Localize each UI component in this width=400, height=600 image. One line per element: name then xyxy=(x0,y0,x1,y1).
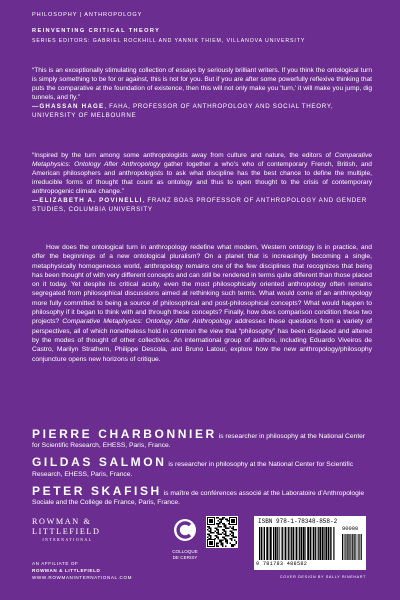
author-bio-text: is maître de conférences associé at the Laboratoire d’Anthropologie Sociale and the Collège de France, Paris, France. xyxy=(32,489,365,507)
qr-module xyxy=(227,535,229,537)
qr-module xyxy=(222,523,224,525)
qr-module xyxy=(216,537,218,539)
qr-module xyxy=(231,528,233,530)
qr-module xyxy=(225,526,227,528)
barcode-bar xyxy=(325,527,327,560)
barcode-bar xyxy=(354,534,355,560)
qr-module xyxy=(227,540,229,542)
qr-module xyxy=(225,534,227,536)
qr-module xyxy=(236,543,238,545)
qr-module xyxy=(210,535,212,537)
qr-module xyxy=(222,519,224,521)
qr-module xyxy=(216,543,218,545)
qr-module xyxy=(225,531,227,533)
qr-module xyxy=(219,522,221,524)
description-paragraph xyxy=(32,243,372,364)
qr-module xyxy=(230,538,232,540)
qr-module xyxy=(227,520,229,522)
description-text: How does the ontological turn in anthropology redefine what modern, Western ontology is in practice, and offer the beginnings of a new ontological pluralism? On a planet that is increasingly becoming a single, metaphysically homogeneous world, anthropology remains one of the few disciplines that recognizes that being has been thought of with very different concepts and can still be rendered in terms quite different than those placed on it today. Yet despite its critical acuity, even the most philosophically oriented anthropology often remains segregated from philosophical discussions aimed at rethinking such terms. What would come of an anthropology more fully committed to being a source of philosophical and post-philosophical concepts? What would happen to philosophy if it began to think with and through these concepts? Finally, how does comparison condition these two projects? xyxy=(32,244,372,326)
blurb-attribution xyxy=(32,102,372,120)
barcode-bar xyxy=(279,527,280,560)
blurb-affiliation: , FAHA, PROFESSOR OF ANTHROPOLOGY AND SOCIAL THEORY, UNIVERSITY OF MELBOURNE xyxy=(32,103,334,120)
barcode-bar xyxy=(305,527,306,560)
publisher-logo-line: INTERNATIONAL xyxy=(42,537,93,542)
author-name: GILDAS SALMON xyxy=(32,455,167,470)
qr-module xyxy=(224,525,226,527)
qr-module xyxy=(216,523,218,525)
qr-module xyxy=(218,523,220,525)
qr-module xyxy=(219,534,221,536)
barcode-bar xyxy=(273,527,274,560)
qr-module xyxy=(228,523,230,525)
barcode-bar xyxy=(348,534,349,560)
qr-module xyxy=(221,543,223,545)
qr-module xyxy=(215,538,217,540)
qr-module xyxy=(234,544,236,546)
qr-module xyxy=(230,526,232,528)
qr-module xyxy=(216,528,218,530)
qr-module xyxy=(218,531,220,533)
author-bio xyxy=(32,455,372,478)
qr-module xyxy=(221,526,223,528)
qr-module xyxy=(224,529,226,531)
qr-module xyxy=(230,531,232,533)
blurb-text: “This is an exceptionally stimulating collection of essays by seriously brilliant writers. If you think the ontological turn is simply something to be for or against, this is not for you. But if you are after some powerfully reflexive thinking that puts the comparative at the foundation of existence, then this will not only make you ‘turn,’ it will make you jump, dig tunnels, and fly.” xyxy=(32,67,372,102)
qr-module xyxy=(218,532,220,534)
barcode-bar xyxy=(303,527,305,560)
barcode-bar xyxy=(269,527,270,560)
qr-module xyxy=(221,522,223,524)
barcode-bar xyxy=(288,527,289,560)
qr-module xyxy=(209,535,211,537)
qr-module xyxy=(221,519,223,521)
barcode-bar xyxy=(322,527,324,560)
qr-module xyxy=(228,535,230,537)
qr-module xyxy=(218,537,220,539)
qr-module xyxy=(233,535,235,537)
qr-module xyxy=(222,543,224,545)
qr-module xyxy=(218,529,220,531)
qr-module xyxy=(225,535,227,537)
barcode-bar xyxy=(307,527,309,560)
author-name: PIERRE CHARBONNIER xyxy=(32,427,217,441)
qr-module xyxy=(210,538,212,540)
series-editors: SERIES EDITORS: GABRIEL ROCKHILL AND YANNIK THIEM, VILLANOVA UNIVERSITY xyxy=(32,38,306,44)
publisher-logo xyxy=(32,517,101,542)
qr-module xyxy=(222,529,224,531)
qr-module xyxy=(233,526,235,528)
qr-module xyxy=(218,543,220,545)
barcode-bar xyxy=(259,527,260,560)
qr-module xyxy=(210,529,212,531)
barcode-bar xyxy=(333,527,334,560)
qr-module xyxy=(224,517,226,519)
barcode-bar xyxy=(310,527,312,560)
author-bio-text: is researcher in philosophy at the National Center for Scientific Research, EHESS, Paris, France. xyxy=(32,461,354,478)
qr-module xyxy=(221,520,223,522)
qr-module xyxy=(225,528,227,530)
cerisy-logo xyxy=(168,518,202,560)
qr-module xyxy=(219,541,221,543)
qr-module xyxy=(231,535,233,537)
qr-module xyxy=(222,537,224,539)
qr-module xyxy=(222,517,224,519)
qr-module xyxy=(218,525,220,527)
affiliate-line: AN AFFILIATE OF xyxy=(32,561,79,566)
barcode-bar xyxy=(296,527,298,560)
qr-module xyxy=(233,529,235,531)
author-bio xyxy=(32,427,372,450)
book-title-italic: Comparative Metaphysics: Ontology After Anthropology xyxy=(62,318,232,326)
qr-module xyxy=(222,544,224,546)
barcode-bar xyxy=(361,534,362,560)
barcode-bar xyxy=(266,527,268,560)
cerisy-c-icon xyxy=(173,518,197,542)
qr-module xyxy=(209,526,211,528)
qr-module xyxy=(233,537,235,539)
qr-module xyxy=(219,523,221,525)
cover-credit: COVER DESIGN BY SALLY RINEHART xyxy=(279,575,366,579)
barcode-bar xyxy=(277,527,278,560)
qr-module xyxy=(225,525,227,527)
blurb-text xyxy=(32,151,372,196)
qr-module xyxy=(215,535,217,537)
qr-module xyxy=(234,540,236,542)
barcode-bar xyxy=(342,534,343,560)
qr-module xyxy=(236,537,238,539)
qr-module xyxy=(224,534,226,536)
book-title-italic: Comparative Metaphysics: Ontology After Anthropology xyxy=(32,152,372,169)
qr-module xyxy=(215,528,217,530)
blurb-text-part: gather together a who’s who of contemporary French, British, and American philosophers and anthropologists to ask what discipline has the best chance to define the multiple, irreducible forms of thought that count as ontology and thus to open thought to the crisis of contemporary anthropogenic climate change.” xyxy=(32,161,372,196)
qr-module xyxy=(228,528,230,530)
barcode-bar xyxy=(261,527,262,560)
barcode-bar xyxy=(293,527,295,560)
barcode-bar xyxy=(350,534,351,560)
barcode-bar xyxy=(299,527,300,560)
qr-module xyxy=(209,528,211,530)
qr-module xyxy=(216,532,218,534)
qr-module xyxy=(216,546,218,548)
barcode-bar xyxy=(328,527,329,560)
qr-module xyxy=(225,519,227,521)
qr-module xyxy=(233,528,235,530)
barcode-bar xyxy=(344,534,345,560)
qr-module xyxy=(233,532,235,534)
author-name: PETER SKAFISH xyxy=(32,483,162,498)
qr-module xyxy=(222,546,224,548)
qr-module xyxy=(216,529,218,531)
cerisy-label xyxy=(168,549,202,560)
blurb-povinelli xyxy=(32,151,372,214)
cerisy-label-line: COLLOQUE xyxy=(172,549,198,554)
qr-module xyxy=(221,534,223,536)
author-bio-text: is researcher in philosophy at the National Center for Scientific Research, EHESS, Paris, France. xyxy=(32,433,366,450)
qr-module xyxy=(231,546,233,548)
barcode-bar xyxy=(330,527,331,560)
qr-module xyxy=(227,541,229,543)
qr-module xyxy=(221,540,223,542)
qr-module xyxy=(227,528,229,530)
qr-module xyxy=(218,534,220,536)
qr-module xyxy=(224,537,226,539)
barcode-bar xyxy=(318,527,319,560)
barcode-bar xyxy=(282,527,283,560)
qr-module xyxy=(234,529,236,531)
qr-module xyxy=(231,531,233,533)
qr-module xyxy=(219,519,221,521)
qr-module xyxy=(224,531,226,533)
barcode-bar xyxy=(358,534,359,560)
qr-module xyxy=(219,540,221,542)
qr-module xyxy=(228,520,230,522)
author-bios xyxy=(32,427,372,515)
qr-module xyxy=(225,546,227,548)
blurb-affiliation: , FRANZ BOAS PROFESSOR OF ANTHROPOLOGY AND GENDER STUDIES, COLUMBIA UNIVERSITY xyxy=(32,197,367,214)
qr-module xyxy=(218,526,220,528)
barcode-bar xyxy=(352,534,353,560)
qr-module xyxy=(216,517,218,519)
barcode-bar xyxy=(270,527,272,560)
description-text: addresses these questions from a variety of perspectives, all of which nonetheless hold in common the view that “philosophy” has been displaced and altered by the modes of thought of other collectives. An international group of authors, including Eduardo Viveiros de Castro, Marilyn Strathern, Philippe Descola, and Bruno Latour, explore how the new anthropology/philosophy conjuncture opens new horizons of critique. xyxy=(32,318,372,363)
qr-module xyxy=(209,534,211,536)
qr-module xyxy=(218,538,220,540)
qr-module xyxy=(224,538,226,540)
qr-finder-core xyxy=(209,519,213,523)
barcode-bar xyxy=(264,527,265,560)
qr-module xyxy=(231,538,233,540)
qr-module xyxy=(218,517,220,519)
isbn-text: ISBN 978-1-78348-858-2 xyxy=(258,518,338,525)
blurb-text-part: “Inspired by the turn among some anthropologists away from culture and nature, the editors of xyxy=(32,152,335,159)
qr-module xyxy=(234,537,236,539)
barcode-bar xyxy=(324,527,325,560)
blurb-author: —ELIZABETH A. POVINELLI xyxy=(32,197,143,205)
qr-code-icon xyxy=(206,516,238,548)
qr-module xyxy=(219,526,221,528)
qr-module xyxy=(210,528,212,530)
book-description xyxy=(32,243,372,364)
qr-module xyxy=(224,523,226,525)
qr-module xyxy=(225,541,227,543)
qr-module xyxy=(225,538,227,540)
qr-module xyxy=(218,520,220,522)
qr-module xyxy=(215,531,217,533)
blurb-hage xyxy=(32,66,372,120)
qr-module xyxy=(213,532,215,534)
qr-module xyxy=(222,532,224,534)
qr-module xyxy=(230,543,232,545)
barcode-bar xyxy=(291,527,292,560)
qr-module xyxy=(221,541,223,543)
qr-module xyxy=(236,541,238,543)
qr-module xyxy=(207,526,209,528)
qr-module xyxy=(224,526,226,528)
qr-module xyxy=(216,544,218,546)
qr-module xyxy=(212,532,214,534)
qr-module xyxy=(210,531,212,533)
barcode-bar xyxy=(275,527,277,560)
barcode-bar xyxy=(345,534,346,560)
qr-module xyxy=(210,532,212,534)
qr-module xyxy=(227,519,229,521)
qr-module xyxy=(231,540,233,542)
cerisy-label-line: DE CERISY xyxy=(172,554,198,560)
qr-module xyxy=(230,534,232,536)
qr-module xyxy=(207,537,209,539)
author-bio xyxy=(32,483,372,507)
affiliate-name: ROWMAN & LITTLEFIELD xyxy=(32,568,101,573)
qr-module xyxy=(216,535,218,537)
barcode-bar xyxy=(315,527,316,560)
publisher-logo-line: LITTLEFIELD xyxy=(32,527,101,536)
qr-module xyxy=(225,540,227,542)
qr-module xyxy=(231,532,233,534)
qr-module xyxy=(221,544,223,546)
barcode-bar xyxy=(281,527,282,560)
qr-module xyxy=(218,546,220,548)
barcode-digits: 9 781783 488582 xyxy=(256,561,308,567)
blurb-author: —GHASSAN HAGE xyxy=(32,103,105,111)
qr-module xyxy=(207,529,209,531)
barcode xyxy=(254,516,366,570)
barcode-bar xyxy=(359,534,360,560)
barcode-bar xyxy=(319,527,321,560)
barcode-bar xyxy=(357,534,358,560)
category-label: PHILOSOPHY | ANTHROPOLOGY xyxy=(32,12,143,18)
qr-module xyxy=(225,532,227,534)
qr-module xyxy=(231,544,233,546)
series-title: REINVENTING CRITICAL THEORY xyxy=(32,28,161,34)
qr-module xyxy=(207,534,209,536)
barcode-bar xyxy=(355,534,356,560)
qr-module xyxy=(227,543,229,545)
barcode-bar xyxy=(301,527,303,560)
qr-code[interactable] xyxy=(206,516,238,548)
qr-module xyxy=(233,544,235,546)
barcode-bar xyxy=(285,527,287,560)
qr-finder-core xyxy=(209,541,213,545)
qr-module xyxy=(210,537,212,539)
qr-module xyxy=(236,529,238,531)
publisher-logo-line: ROWMAN & xyxy=(32,517,92,526)
qr-module xyxy=(209,531,211,533)
qr-module xyxy=(233,534,235,536)
qr-finder-core xyxy=(231,519,235,523)
barcode-bar xyxy=(313,527,315,560)
qr-module xyxy=(209,538,211,540)
barcode-bar xyxy=(347,534,348,560)
price-code: 90000 xyxy=(342,526,359,532)
barcode-bar xyxy=(331,527,332,560)
publisher-affiliate xyxy=(32,560,132,581)
qr-module xyxy=(233,546,235,548)
barcode-bar xyxy=(263,527,264,560)
blurb-attribution xyxy=(32,196,372,214)
publisher-website[interactable]: WWW.ROWMANINTERNATIONAL.COM xyxy=(32,575,133,580)
qr-module xyxy=(222,540,224,542)
barcode-bar xyxy=(290,527,291,560)
